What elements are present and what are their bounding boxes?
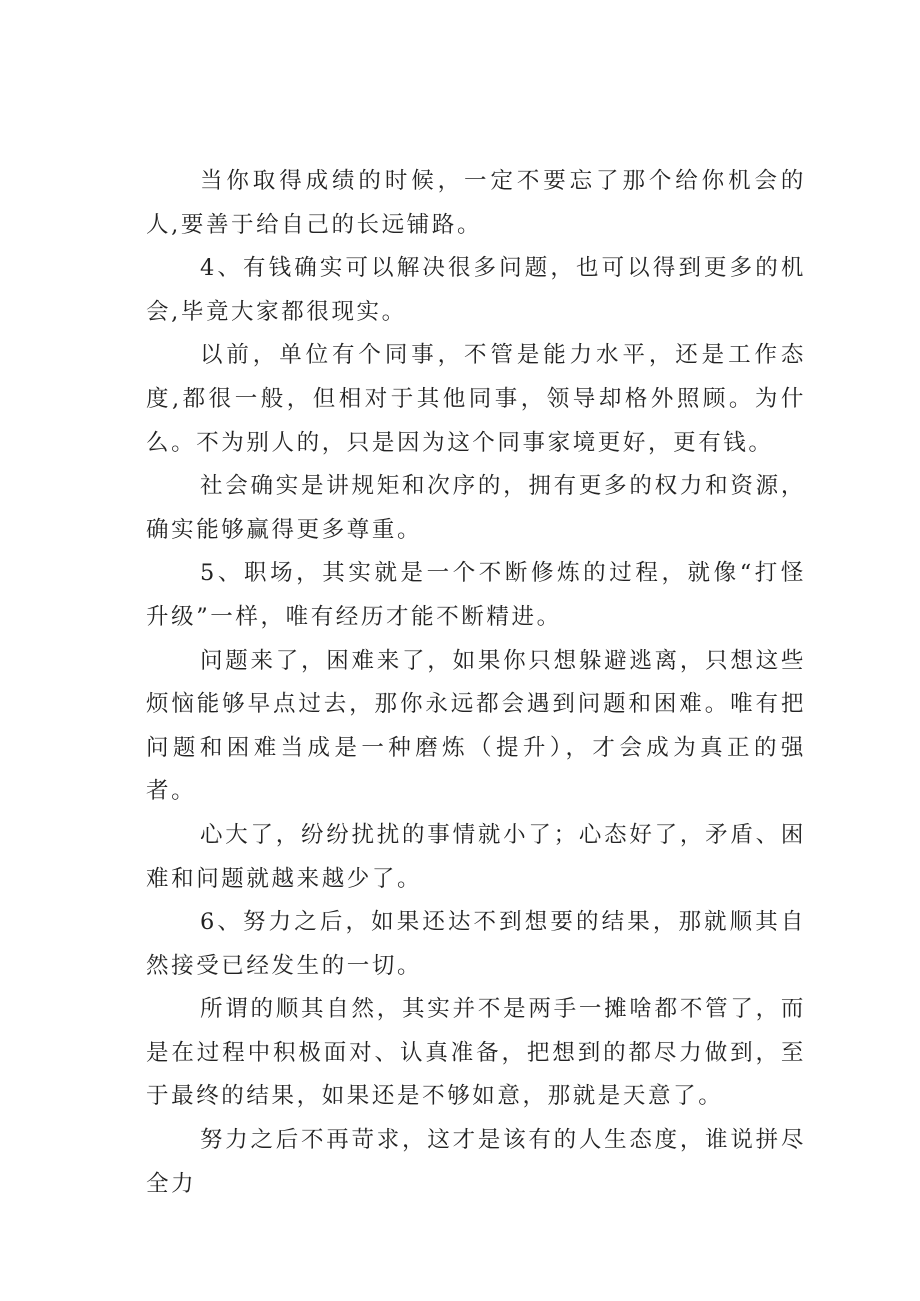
paragraph-8: 6、努力之后，如果还达不到想要的结果，那就顺其自然接受已经发生的一切。 <box>146 909 806 979</box>
paragraph-10: 努力之后不再苛求，这才是该有的人生态度，谁说拼尽全力 <box>146 1127 806 1197</box>
paragraph-4: 社会确实是讲规矩和次序的，拥有更多的权力和资源，确实能够赢得更多尊重。 <box>146 473 806 543</box>
paragraph-5: 5、职场，其实就是一个不断修炼的过程，就像“打怪升级”一样，唯有经历才能不断精进。 <box>146 560 806 630</box>
paragraph-1: 当你取得成绩的时候，一定不要忘了那个给你机会的人,要善于给自己的长远铺路。 <box>146 168 806 238</box>
paragraph-2: 4、有钱确实可以解决很多问题，也可以得到更多的机会,毕竟大家都很现实。 <box>146 255 806 325</box>
paragraph-3: 以前，单位有个同事，不管是能力水平，还是工作态度,都很一般，但相对于其他同事，领导却格外照顾。为什么。不为别人的，只是因为这个同事家境更好，更有钱。 <box>146 342 806 456</box>
paragraph-6: 问题来了，困难来了，如果你只想躲避逃离，只想这些烦恼能够早点过去，那你永远都会遇到问题和困难。唯有把问题和困难当成是一种磨炼（提升），才会成为真正的强者。 <box>146 647 806 805</box>
paragraph-9: 所谓的顺其自然，其实并不是两手一摊啥都不管了，而是在过程中积极面对、认真准备，把想到的都尽力做到，至于最终的结果，如果还是不够如意，那就是天意了。 <box>146 996 806 1110</box>
document-body <box>146 160 806 1206</box>
paragraph-7: 心大了，纷纷扰扰的事情就小了；心态好了，矛盾、困难和问题就越来越少了。 <box>146 821 806 892</box>
